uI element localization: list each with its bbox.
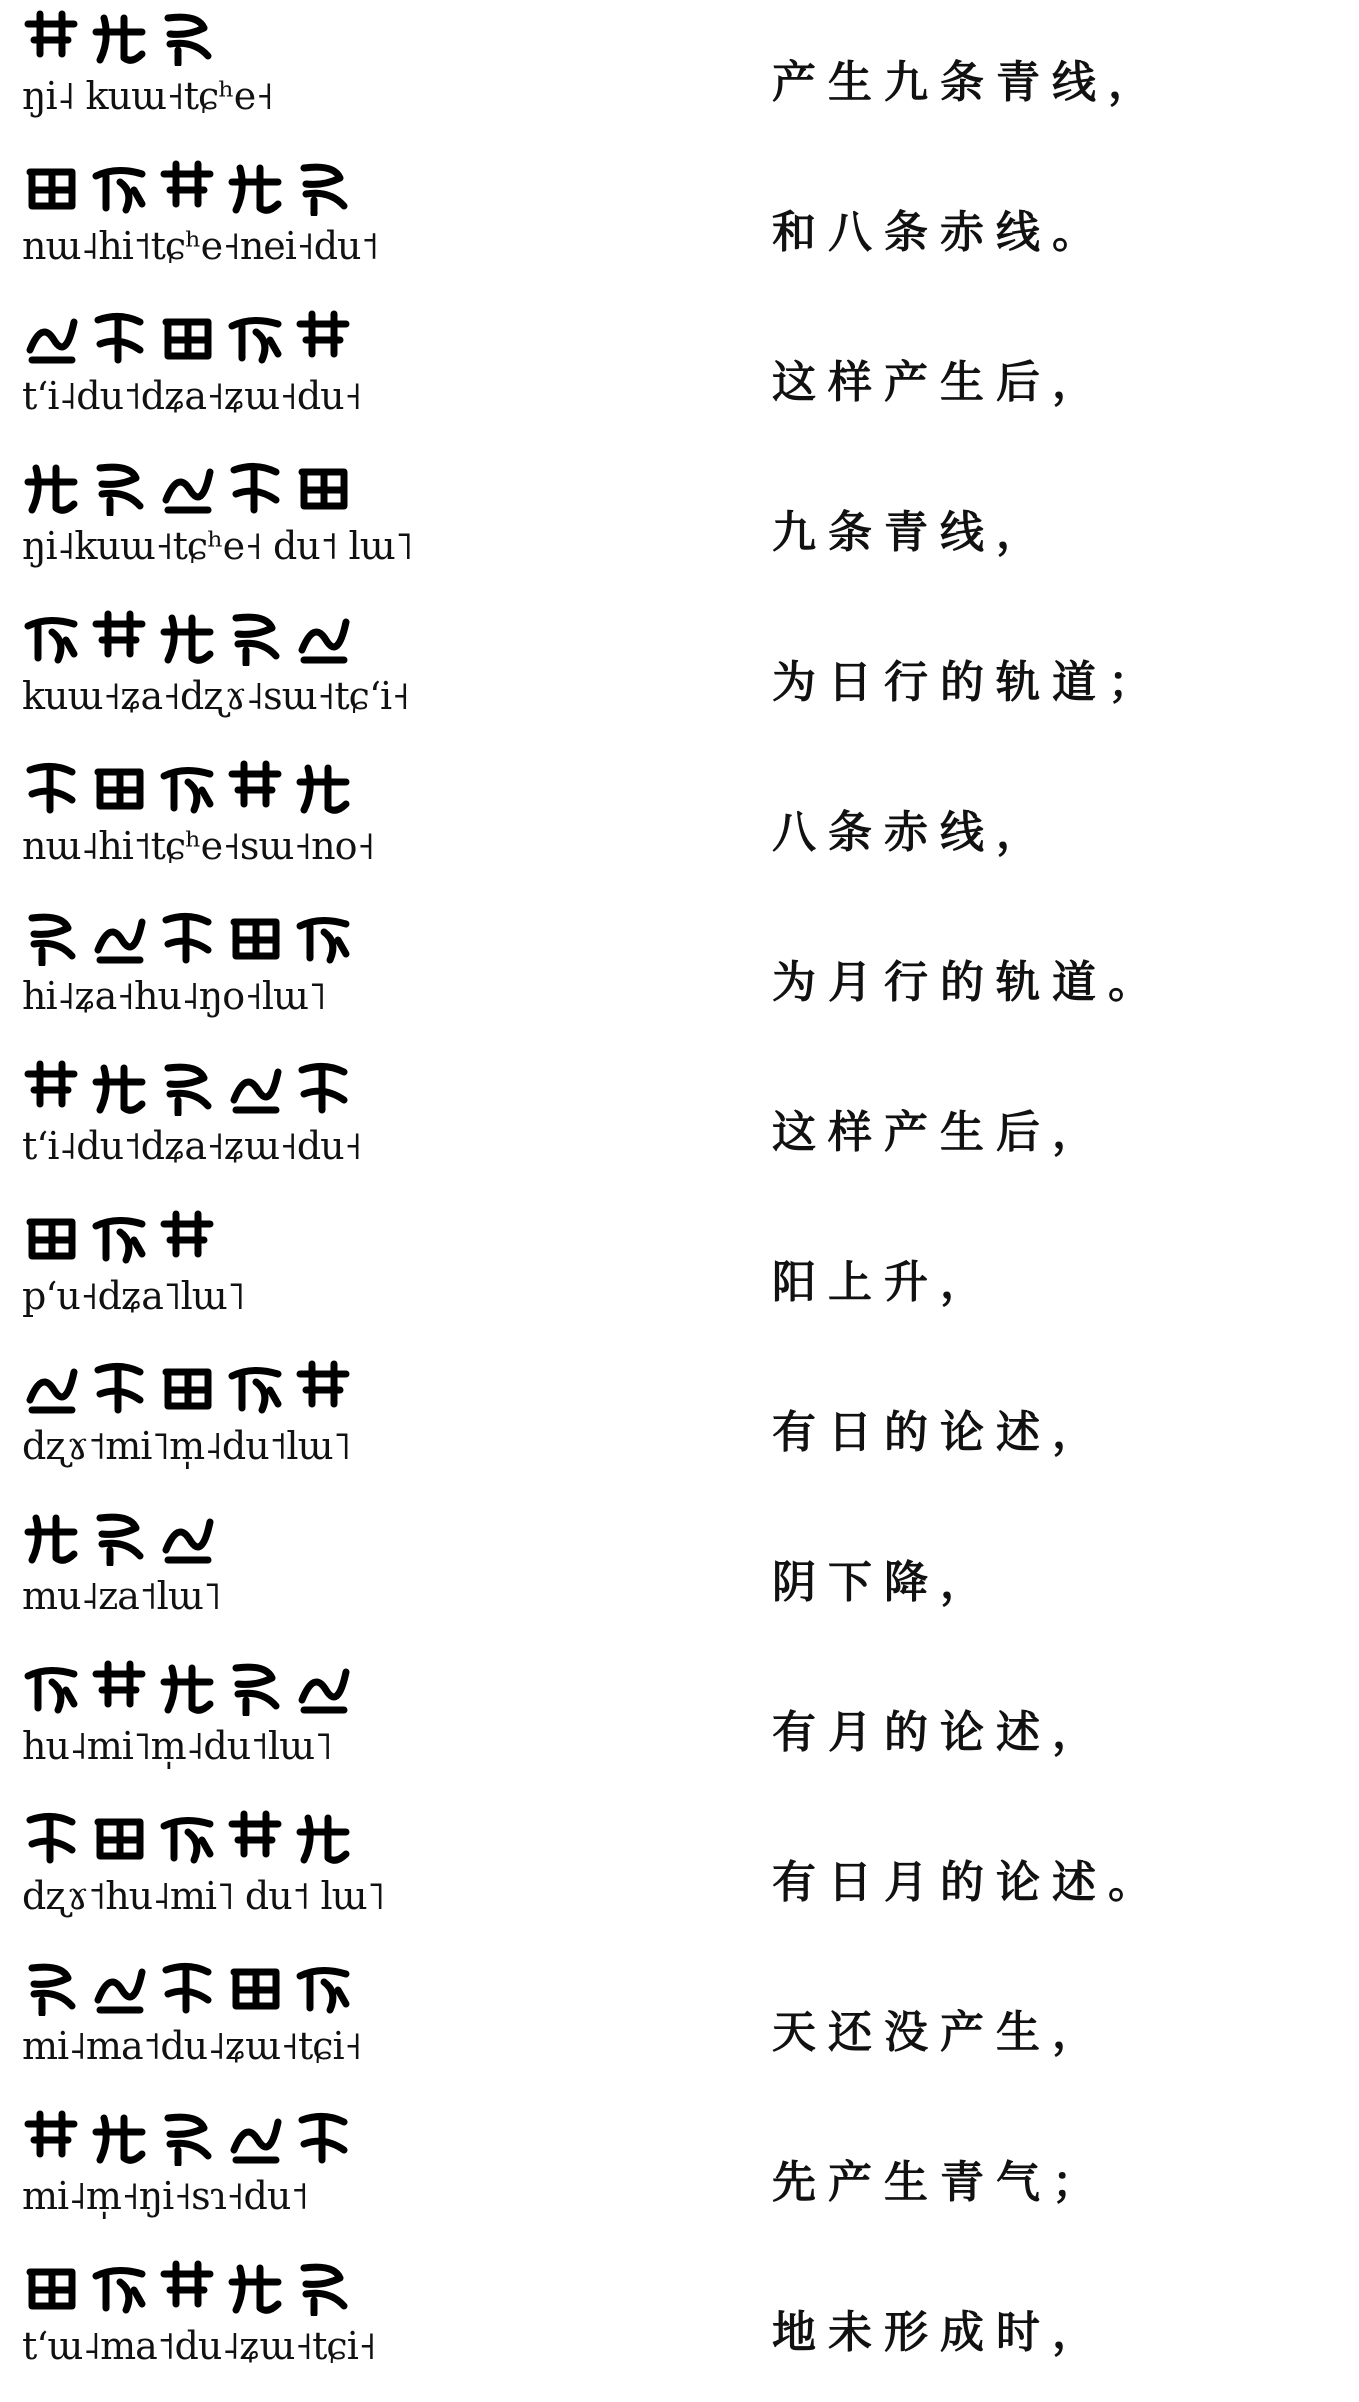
yi-glyph (158, 160, 216, 216)
verse-line (0, 450, 1359, 602)
yi-glyph (294, 310, 352, 366)
ipa-transcription: tʻɯ˨ma˦du˨ʑɯ˧tɕi˧ (22, 2324, 376, 2368)
yi-script-block (22, 310, 462, 440)
verse-line (0, 300, 1359, 452)
yi-glyph (90, 910, 148, 966)
yi-script-block (22, 160, 462, 290)
ipa-transcription: kuɯ˧ʑa˧dʐɤ˨sɯ˧tɕʻi˧ (22, 674, 409, 718)
chinese-translation: 为日行的轨道； (772, 657, 1164, 708)
yi-glyph (226, 1360, 284, 1416)
yi-glyph (90, 1060, 148, 1116)
yi-script-block (22, 1810, 462, 1940)
yi-glyph (158, 1210, 216, 1266)
yi-glyph (22, 760, 80, 816)
yi-glyph-row (22, 1960, 352, 2020)
yi-glyph (90, 460, 148, 516)
yi-glyph (226, 460, 284, 516)
yi-glyph-row (22, 910, 352, 970)
yi-glyph (22, 1360, 80, 1416)
yi-glyph (294, 910, 352, 966)
yi-glyph (158, 460, 216, 516)
chinese-translation: 地未形成时， (772, 2307, 1108, 2358)
yi-glyph (294, 1060, 352, 1116)
yi-glyph (90, 1360, 148, 1416)
yi-script-block (22, 10, 462, 140)
yi-glyph (22, 2260, 80, 2316)
verse-line (0, 1500, 1359, 1652)
chinese-translation: 有月的论述， (772, 1707, 1108, 1758)
verse-line (0, 1200, 1359, 1352)
yi-script-block (22, 460, 462, 590)
chinese-translation: 天还没产生， (772, 2007, 1108, 2058)
yi-glyph (226, 760, 284, 816)
yi-glyph (22, 10, 80, 66)
ipa-transcription: mi˨ma˦du˨ʑɯ˧tɕi˧ (22, 2024, 362, 2068)
yi-glyph (22, 310, 80, 366)
yi-glyph (158, 1060, 216, 1116)
yi-script-block (22, 610, 462, 740)
chinese-translation: 和八条赤线。 (772, 207, 1108, 258)
yi-glyph (226, 2260, 284, 2316)
yi-glyph (22, 1210, 80, 1266)
chinese-translation: 有日的论述， (772, 1407, 1108, 1458)
yi-glyph (226, 610, 284, 666)
yi-glyph-row (22, 310, 352, 370)
yi-glyph-row (22, 1660, 352, 1720)
yi-glyph (158, 1960, 216, 2016)
yi-glyph (22, 1660, 80, 1716)
yi-script-block (22, 1660, 462, 1790)
yi-glyph (294, 1810, 352, 1866)
yi-glyph-row (22, 1210, 216, 1270)
yi-glyph (294, 610, 352, 666)
yi-glyph (90, 1210, 148, 1266)
yi-glyph (22, 460, 80, 516)
verse-line (0, 600, 1359, 752)
yi-glyph-row (22, 10, 216, 70)
yi-glyph (90, 310, 148, 366)
yi-glyph (22, 610, 80, 666)
verse-line (0, 1950, 1359, 2102)
yi-glyph (90, 1810, 148, 1866)
yi-glyph (158, 610, 216, 666)
chinese-translation: 阴下降， (772, 1557, 996, 1608)
yi-glyph (90, 1660, 148, 1716)
yi-glyph-row (22, 610, 352, 670)
yi-glyph (90, 610, 148, 666)
yi-glyph (294, 1360, 352, 1416)
ipa-transcription: pʻu˧dʑa˥lɯ˥ (22, 1274, 245, 1318)
verse-line (0, 750, 1359, 902)
yi-glyph (226, 160, 284, 216)
yi-glyph (22, 1960, 80, 2016)
yi-glyph (22, 2110, 80, 2166)
chinese-translation: 产生九条青线， (772, 57, 1164, 108)
verse-line (0, 900, 1359, 1052)
yi-glyph (294, 1660, 352, 1716)
yi-glyph (90, 10, 148, 66)
yi-script-block (22, 1960, 462, 2090)
chinese-translation: 阳上升， (772, 1257, 996, 1308)
ipa-transcription: mu˨za˦lɯ˥ (22, 1574, 221, 1618)
yi-glyph (22, 160, 80, 216)
yi-glyph (226, 1660, 284, 1716)
yi-glyph (294, 2110, 352, 2166)
yi-glyph (294, 2260, 352, 2316)
yi-glyph (294, 160, 352, 216)
chinese-translation: 先产生青气； (772, 2157, 1108, 2208)
ipa-transcription: hi˨ʑa˧hu˨ŋo˧lɯ˥ (22, 974, 326, 1018)
yi-glyph (158, 2260, 216, 2316)
yi-glyph (90, 2110, 148, 2166)
yi-glyph (90, 160, 148, 216)
yi-script-block (22, 1060, 462, 1190)
yi-glyph (158, 2110, 216, 2166)
yi-glyph (158, 1510, 216, 1566)
yi-glyph-row (22, 160, 352, 220)
yi-glyph (294, 460, 352, 516)
yi-glyph (158, 1360, 216, 1416)
yi-glyph (294, 760, 352, 816)
ipa-transcription: mi˨m̩˧ŋi˧sɿ˧du˦ (22, 2174, 309, 2218)
yi-glyph (22, 1510, 80, 1566)
yi-glyph (226, 1960, 284, 2016)
chinese-translation: 这样产生后， (772, 1107, 1108, 1158)
yi-glyph-row (22, 2110, 352, 2170)
yi-script-block (22, 2260, 462, 2390)
chinese-translation: 为月行的轨道。 (772, 957, 1164, 1008)
yi-glyph-row (22, 1510, 216, 1570)
chinese-translation: 九条青线， (772, 507, 1052, 558)
yi-script-block (22, 760, 462, 890)
ipa-transcription: nɯ˨hi˦tɕʰe˧nei˧du˦ (22, 224, 379, 268)
verse-line (0, 1650, 1359, 1802)
ipa-transcription: dʐɤ˦mi˥m̩˨du˦lɯ˥ (22, 1424, 351, 1468)
yi-glyph (226, 2110, 284, 2166)
yi-glyph (158, 910, 216, 966)
yi-glyph-row (22, 1810, 352, 1870)
ipa-transcription: nɯ˨hi˦tɕʰe˧sɯ˧no˧ (22, 824, 375, 868)
ipa-transcription: hu˨mi˥m̩˨du˦lɯ˥ (22, 1724, 332, 1768)
ipa-transcription: tʻi˨du˦dʑa˧ʑɯ˧du˧ (22, 374, 362, 418)
yi-glyph-row (22, 2260, 352, 2320)
verse-line (0, 1350, 1359, 1502)
yi-glyph (90, 1510, 148, 1566)
yi-glyph (294, 1960, 352, 2016)
yi-glyph (158, 1660, 216, 1716)
verse-line (0, 2100, 1359, 2252)
chinese-translation: 八条赤线， (772, 807, 1052, 858)
verse-line (0, 2250, 1359, 2402)
yi-glyph (158, 1810, 216, 1866)
yi-glyph (90, 2260, 148, 2316)
chinese-translation: 这样产生后， (772, 357, 1108, 408)
yi-script-block (22, 1510, 462, 1640)
verse-line (0, 1800, 1359, 1952)
yi-glyph (226, 1060, 284, 1116)
yi-glyph (226, 310, 284, 366)
yi-script-block (22, 910, 462, 1040)
ipa-transcription: dʐɤ˦hu˨mi˥ du˦ lɯ˥ (22, 1874, 385, 1918)
yi-script-block (22, 2110, 462, 2240)
yi-glyph (22, 1060, 80, 1116)
ipa-transcription: tʻi˨du˦dʑa˧ʑɯ˧du˧ (22, 1124, 362, 1168)
yi-glyph (158, 760, 216, 816)
yi-glyph (90, 1960, 148, 2016)
verse-line (0, 150, 1359, 302)
yi-glyph (226, 1810, 284, 1866)
yi-script-block (22, 1360, 462, 1490)
verse-line (0, 1050, 1359, 1202)
yi-glyph (158, 10, 216, 66)
yi-glyph (158, 310, 216, 366)
yi-glyph-row (22, 1060, 352, 1120)
ipa-transcription: ŋi˨ kuɯ˧tɕʰe˧ (22, 74, 273, 118)
yi-glyph-row (22, 1360, 352, 1420)
yi-glyph (90, 760, 148, 816)
yi-glyph-row (22, 460, 352, 520)
yi-glyph (22, 910, 80, 966)
ipa-transcription: ŋi˨kuɯ˧tɕʰe˧ du˦ lɯ˥ (22, 524, 413, 568)
yi-glyph (22, 1810, 80, 1866)
yi-glyph-row (22, 760, 352, 820)
chinese-translation: 有日月的论述。 (772, 1857, 1164, 1908)
verse-line (0, 0, 1359, 152)
yi-glyph (226, 910, 284, 966)
yi-script-block (22, 1210, 462, 1340)
